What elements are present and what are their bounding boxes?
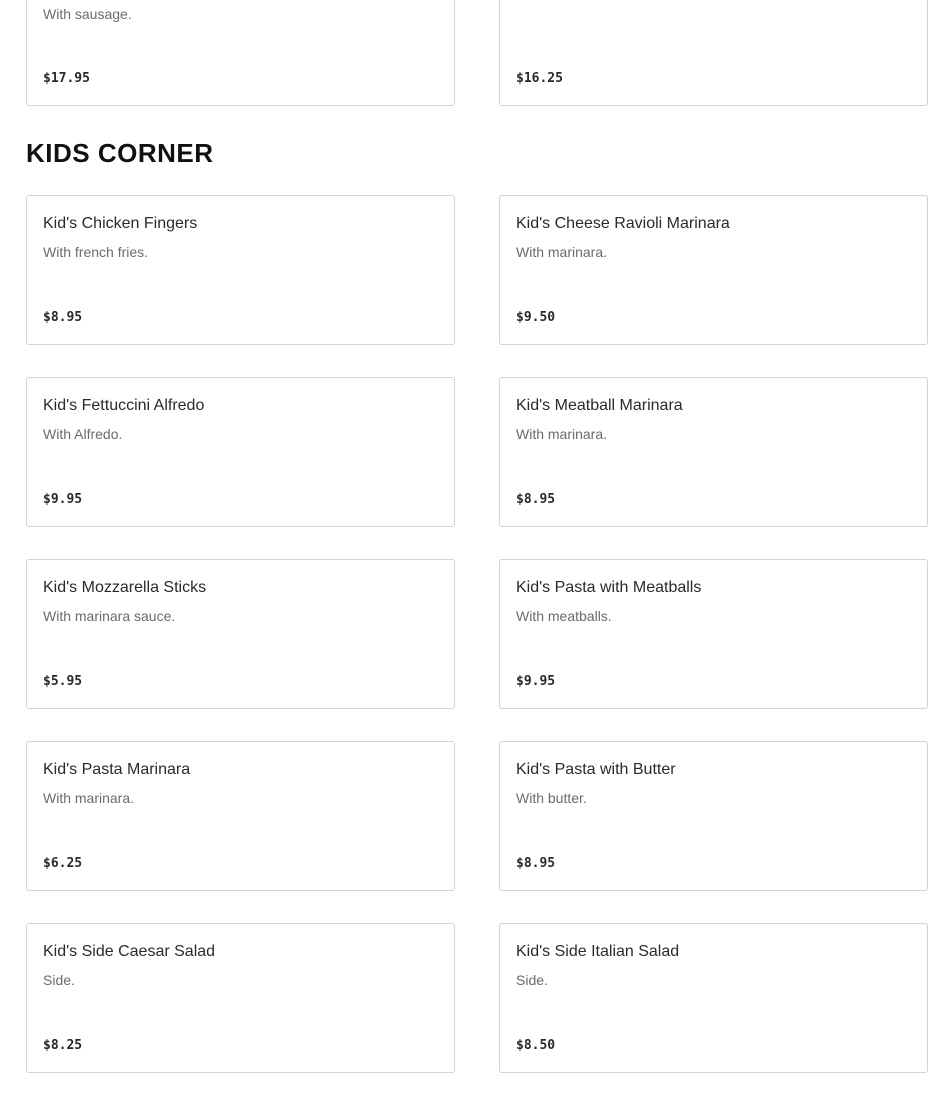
item-name: Kid's Fettuccini Alfredo [43,397,205,414]
item-name: Kid's Side Caesar Salad [43,943,216,960]
menu-item-card[interactable] [499,559,928,709]
item-price: $17.95 [43,71,90,86]
menu-item-card[interactable] [26,0,455,106]
item-name: Kid's Side Italian Salad [516,943,680,960]
menu-item-card[interactable] [26,741,455,891]
item-price: $9.95 [516,674,556,689]
menu-item-card[interactable] [26,923,455,1073]
item-description: With marinara sauce. [43,608,176,624]
item-price: $5.95 [43,674,83,689]
item-description: With meatballs. [516,608,612,624]
item-name: Kid's Meatball Marinara [516,397,683,414]
item-price: $16.25 [516,71,563,86]
item-name: Kid's Chicken Fingers [43,215,198,232]
item-description: With marinara. [43,790,135,806]
item-description: With marinara. [516,244,608,260]
item-price: $6.25 [43,856,83,871]
item-description: Side. [516,972,548,988]
section-heading-kids-corner: KIDS CORNER [26,138,214,168]
item-description: Side. [43,972,75,988]
item-description: With butter. [516,790,587,806]
item-price: $8.25 [43,1038,83,1053]
menu-item-card[interactable] [499,741,928,891]
item-price: $8.95 [516,856,556,871]
menu-item-card[interactable] [26,559,455,709]
menu-item-card[interactable] [499,195,928,345]
menu-item-card[interactable] [499,377,928,527]
item-name: Kid's Pasta with Meatballs [516,579,702,596]
menu-item-card[interactable] [26,195,455,345]
item-price: $8.95 [516,492,556,507]
menu-item-card[interactable] [499,0,928,106]
item-price: $8.95 [43,310,83,325]
item-description: With Alfredo. [43,426,123,442]
menu-item-card[interactable] [26,377,455,527]
menu-item-card[interactable] [499,923,928,1073]
item-name: Kid's Mozzarella Sticks [43,579,207,596]
item-description: With marinara. [516,426,608,442]
item-price: $8.50 [516,1038,556,1053]
item-price: $9.95 [43,492,83,507]
item-description: With sausage. [43,6,132,22]
item-price: $9.50 [516,310,556,325]
item-description: With french fries. [43,244,149,260]
item-name: Kid's Cheese Ravioli Marinara [516,215,730,232]
item-name: Kid's Pasta Marinara [43,761,191,778]
item-name: Kid's Pasta with Butter [516,761,676,778]
